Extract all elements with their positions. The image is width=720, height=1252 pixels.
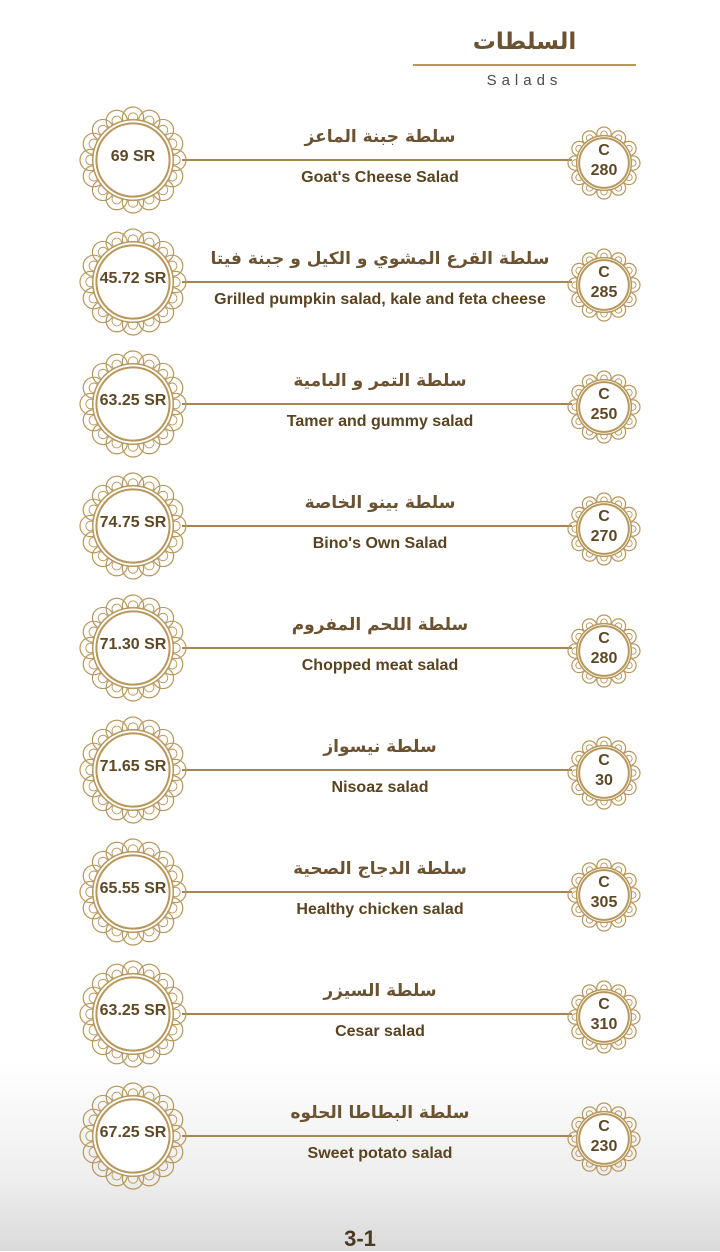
calorie-prefix: C [598, 386, 610, 403]
price-badge [78, 715, 188, 825]
item-connector-line [182, 647, 572, 649]
item-name-arabic: سلطة بينو الخاصة [304, 493, 456, 513]
item-calories [566, 751, 642, 791]
calorie-badge [566, 247, 642, 323]
item-name-english: Chopped meat salad [301, 657, 459, 674]
item-name-english: Bino's Own Salad [312, 535, 448, 552]
calorie-value: 250 [590, 406, 618, 423]
calorie-value: 305 [590, 894, 618, 911]
calorie-prefix: C [598, 1118, 610, 1135]
item-name-arabic: سلطة اللحم المفروم [291, 615, 469, 635]
item-connector-line [182, 159, 572, 161]
calorie-badge [566, 857, 642, 933]
item-name-english: Tamer and gummy salad [286, 413, 474, 430]
calorie-badge [566, 369, 642, 445]
calorie-prefix: C [598, 630, 610, 647]
price-badge [78, 471, 188, 581]
menu-item [0, 227, 720, 337]
price-badge [78, 959, 188, 1069]
item-name-arabic: سلطة جبنة الماعز [304, 127, 456, 147]
item-connector-line [182, 281, 572, 283]
calorie-value: 270 [590, 528, 618, 545]
calorie-badge [566, 125, 642, 201]
menu-item [0, 837, 720, 947]
item-connector-line [182, 891, 572, 893]
item-calories [566, 995, 642, 1035]
item-price: 69 SR [110, 148, 156, 165]
calorie-prefix: C [598, 874, 610, 891]
calorie-prefix: C [598, 142, 610, 159]
menu-item [0, 1081, 720, 1191]
item-name-english: Healthy chicken salad [296, 901, 464, 918]
item-name-arabic: سلطة الدجاج الصحية [293, 859, 467, 879]
calorie-value: 230 [590, 1138, 618, 1155]
item-connector-line [182, 1135, 572, 1137]
item-name-english: Goat's Cheese Salad [301, 169, 459, 186]
calorie-badge [566, 491, 642, 567]
section-header [413, 24, 636, 89]
item-calories [566, 385, 642, 425]
price-badge [78, 349, 188, 459]
section-title-arabic: السلطات [472, 29, 577, 55]
item-calories [566, 1117, 642, 1157]
item-price: 63.25 SR [99, 392, 167, 409]
calorie-value: 310 [590, 1016, 618, 1033]
item-connector-line [182, 525, 572, 527]
menu-item [0, 593, 720, 703]
menu-item [0, 105, 720, 215]
item-price: 63.25 SR [99, 1002, 167, 1019]
item-name-arabic: سلطة القرع المشوي و الكيل و جبنة فيتا [210, 249, 550, 269]
page-number: 3-1 [344, 1226, 376, 1251]
calorie-value: 285 [590, 284, 618, 301]
price-badge [78, 837, 188, 947]
item-calories [566, 507, 642, 547]
calorie-badge [566, 1101, 642, 1177]
item-price: 65.55 SR [99, 880, 167, 897]
item-name-english: Sweet potato salad [307, 1145, 453, 1162]
item-connector-line [182, 403, 572, 405]
item-name-arabic: سلطة نيسواز [323, 737, 437, 757]
calorie-badge [566, 735, 642, 811]
menu-item [0, 349, 720, 459]
item-price: 71.30 SR [99, 636, 167, 653]
price-badge [78, 593, 188, 703]
item-calories [566, 263, 642, 303]
menu-item [0, 959, 720, 1069]
item-price: 74.75 SR [99, 514, 167, 531]
item-price: 67.25 SR [99, 1124, 167, 1141]
price-badge [78, 105, 188, 215]
calorie-value: 280 [590, 650, 618, 667]
price-badge [78, 1081, 188, 1191]
calorie-value: 30 [595, 772, 613, 789]
calorie-badge [566, 613, 642, 689]
item-name-arabic: سلطة التمر و البامية [293, 371, 467, 391]
item-calories [566, 141, 642, 181]
calorie-prefix: C [598, 996, 610, 1013]
item-connector-line [182, 769, 572, 771]
menu-item [0, 471, 720, 581]
section-title-english: Salads [486, 72, 563, 89]
calorie-value: 280 [590, 162, 618, 179]
calorie-prefix: C [598, 508, 610, 525]
price-badge [78, 227, 188, 337]
item-name-english: Cesar salad [335, 1023, 425, 1040]
item-name-arabic: سلطة البطاطا الحلوه [290, 1103, 470, 1123]
item-calories [566, 629, 642, 669]
calorie-badge [566, 979, 642, 1055]
item-name-english: Nisoaz salad [331, 779, 429, 796]
item-price: 71.65 SR [99, 758, 167, 775]
calorie-prefix: C [598, 264, 610, 281]
header-divider [413, 64, 636, 66]
item-name-english: Grilled pumpkin salad, kale and feta cheese [214, 291, 546, 308]
item-connector-line [182, 1013, 572, 1015]
calorie-prefix: C [598, 752, 610, 769]
item-price: 45.72 SR [99, 270, 167, 287]
menu-item [0, 715, 720, 825]
item-calories [566, 873, 642, 913]
item-name-arabic: سلطة السيزر [323, 981, 437, 1001]
